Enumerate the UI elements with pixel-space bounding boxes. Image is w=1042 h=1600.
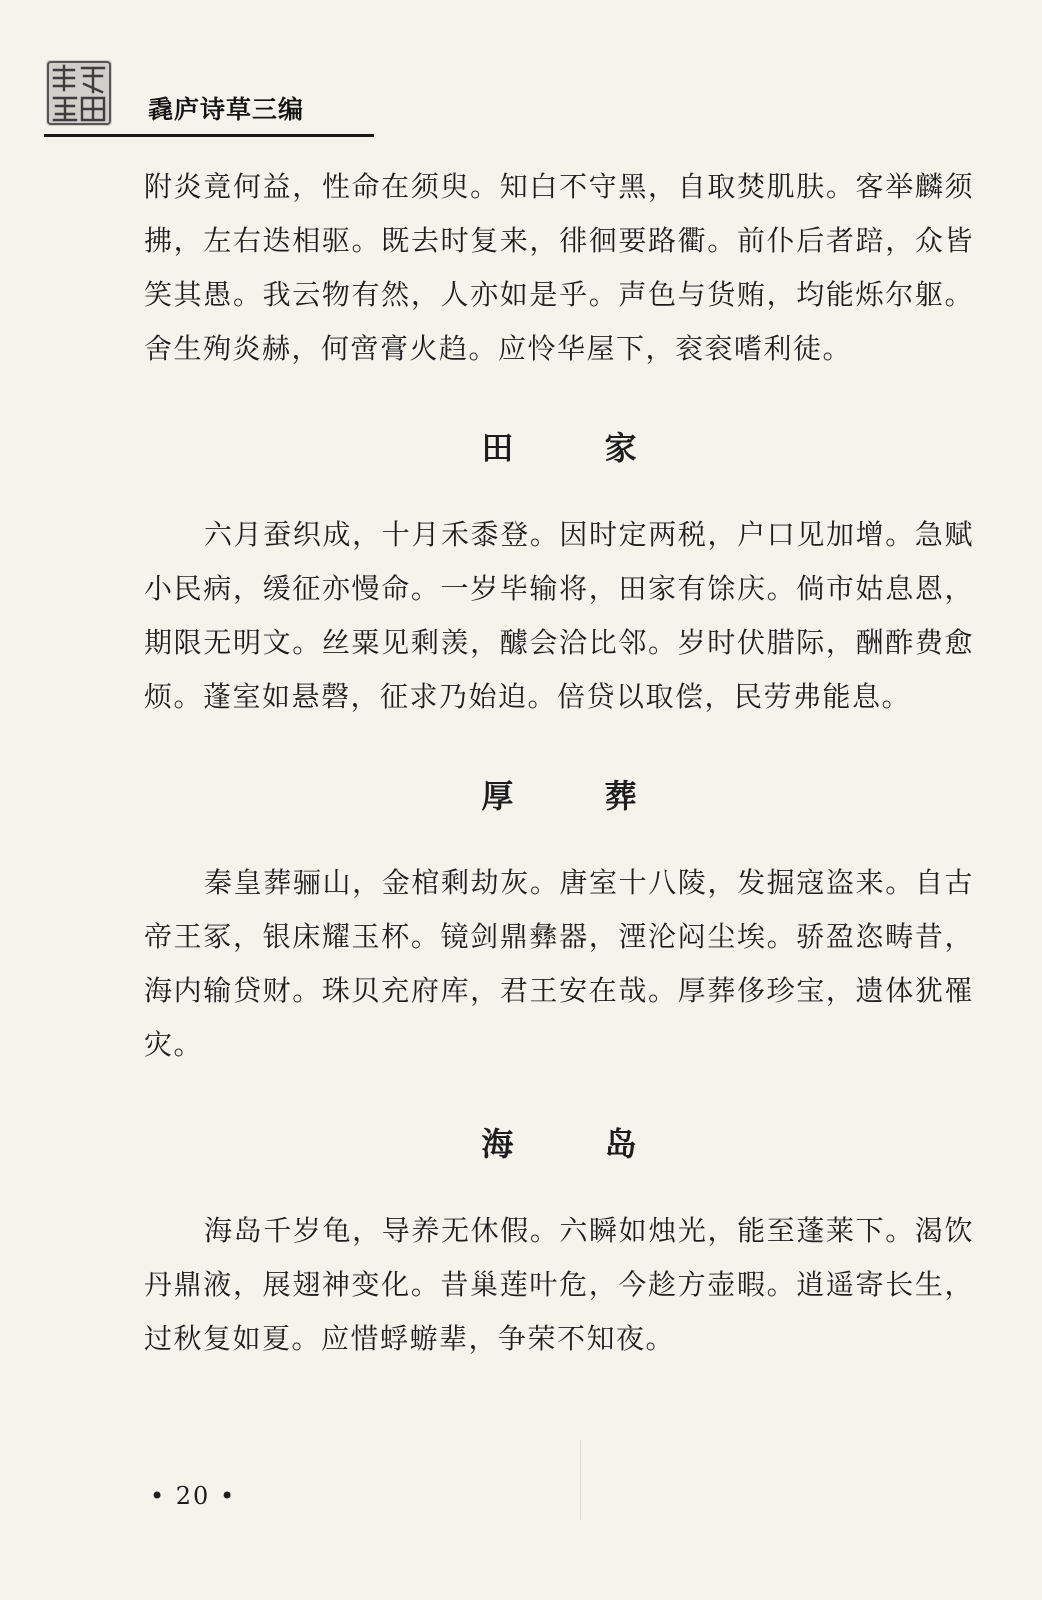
book-title: 毳庐诗草三编 [148,95,305,124]
poem-continuation-text: 附炎竟何益，性命在须臾。知白不守黑，自取焚肌肤。客举麟须拂，左右迭相驱。既去时复来，徘徊要路衢。前仆后者踣，众皆笑其愚。我云物有然，人亦如是乎。声色与货贿，均能烁尔躯。舍生殉炎赫，何啻膏火趋。应怜华屋下，衮衮嗜利徒。 [144,170,974,365]
poem-title-houzang: 厚 葬 [481,777,677,815]
page-content [144,160,974,1366]
header-divider [44,134,374,137]
poem-title-haidao: 海 岛 [481,1125,677,1163]
poem-text-tianjia: 六月蚕织成，十月禾黍登。因时定两税，户口见加增。急赋小民病，缓征亦慢命。一岁毕输将，田家有馀庆。倘市姑息恩，期限无明文。丝粟见剩羡，醵会洽比邻。岁时伏腊际，酬酢费愈烦。蓬室如悬磬，征求乃始迫。倍贷以取偿，民劳弗能息。 [144,518,974,713]
gutter-shadow [580,1440,581,1520]
poem-text-haidao: 海岛千岁龟，导养无休假。六瞬如烛光，能至蓬莱下。渴饮丹鼎液，展翅神变化。昔巢莲叶危，今趁方壶暇。逍遥寄长生，过秋复如夏。应惜蜉蝣辈，争荣不知夜。 [144,1214,974,1355]
page-number: • 20 • [150,1482,237,1510]
running-header [44,52,374,140]
poem-text-houzang: 秦皇葬骊山，金棺剩劫灰。唐室十八陵，发掘寇盗来。自古帝王冢，银床耀玉杯。镜剑鼎彝器，湮沦闷尘埃。骄盈恣畴昔，海内输贷财。珠贝充府库，君王安在哉。厚葬侈珍宝，遗体犹罹灾。 [144,866,974,1061]
poem-title-tianjia: 田 家 [481,429,677,467]
seal-stamp-icon [44,58,114,128]
